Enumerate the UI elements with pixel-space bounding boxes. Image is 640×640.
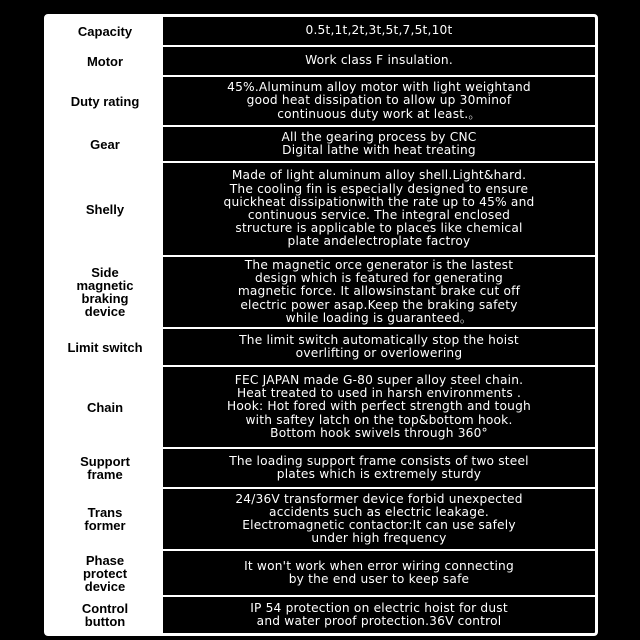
spec-row-shelly [47, 163, 595, 257]
spec-row-limit-switch [47, 329, 595, 367]
spec-row-support-frame [47, 449, 595, 489]
spec-row-duty-rating [47, 77, 595, 127]
spec-label: Support frame [47, 449, 163, 487]
spec-row-chain [47, 367, 595, 449]
spec-label: Limit switch [47, 329, 163, 365]
spec-value: It won't work when error wiring connecting by the end user to keep safe [244, 558, 514, 586]
spec-value: 45%.Aluminum alloy motor with light weightand good heat dissipation to allow up 30minof continuous duty work at least.。 [227, 80, 531, 121]
spec-value: 0.5t,1t,2t,3t,5t,7,5t,10t [305, 23, 453, 38]
spec-value: IP 54 protection on electric hoist for dust and water proof protection.36V control [250, 600, 508, 628]
spec-value: Work class F insulation. [305, 53, 453, 68]
spec-label: Gear [47, 127, 163, 161]
spec-value: The loading support frame consists of two steel plates which is extremely sturdy [229, 453, 529, 481]
spec-value: The limit switch automatically stop the hoist overlifting or overlowering [239, 332, 519, 360]
spec-label: Shelly [47, 163, 163, 255]
spec-row-motor [47, 47, 595, 77]
spec-label: Duty rating [47, 77, 163, 125]
spec-row-side-magnetic-braking-device [47, 257, 595, 329]
spec-label: Chain [47, 367, 163, 447]
spec-label: Control button [47, 597, 163, 633]
spec-label: Phase protect device [47, 551, 163, 595]
spec-value: All the gearing process by CNC Digital lathe with heat treating [281, 129, 477, 157]
spec-label: Side magnetic braking device [47, 257, 163, 327]
spec-value: Made of light aluminum alloy shell.Light&hard. The cooling fin is especially designed to ensure quickheat dissipationwith the rate up to 45% and continuous service. The integral enclosed structure is applicable to places like chemical plate andelectroplate factroy [223, 168, 535, 249]
spec-row-phase-protect-device [47, 551, 595, 597]
spec-value: 24/36V transformer device forbid unexpected accidents such as electric leakage. Electromagnetic contactor:It can use safely under high frequency [235, 491, 523, 546]
spec-row-gear [47, 127, 595, 163]
spec-row-control-button [47, 597, 595, 633]
spec-value: The magnetic orce generator is the lastest design which is featured for generating magnetic force. It allowsinstant brake cut off electric power asap.Keep the braking safety while loading is guaranteed。 [237, 257, 521, 325]
spec-value: FEC JAPAN made G-80 super alloy steel chain. Heat treated to used in harsh environments . Hook: Hot fored with perfect strength and tough with saftey latch on the top&bottom hook. Bottom hook swivels through 360° [227, 372, 531, 440]
spec-label: Motor [47, 47, 163, 75]
spec-row-capacity [47, 17, 595, 47]
spec-row-transformer [47, 489, 595, 551]
spec-table [44, 14, 598, 636]
spec-label: Capacity [47, 17, 163, 45]
spec-label: Trans former [47, 489, 163, 549]
